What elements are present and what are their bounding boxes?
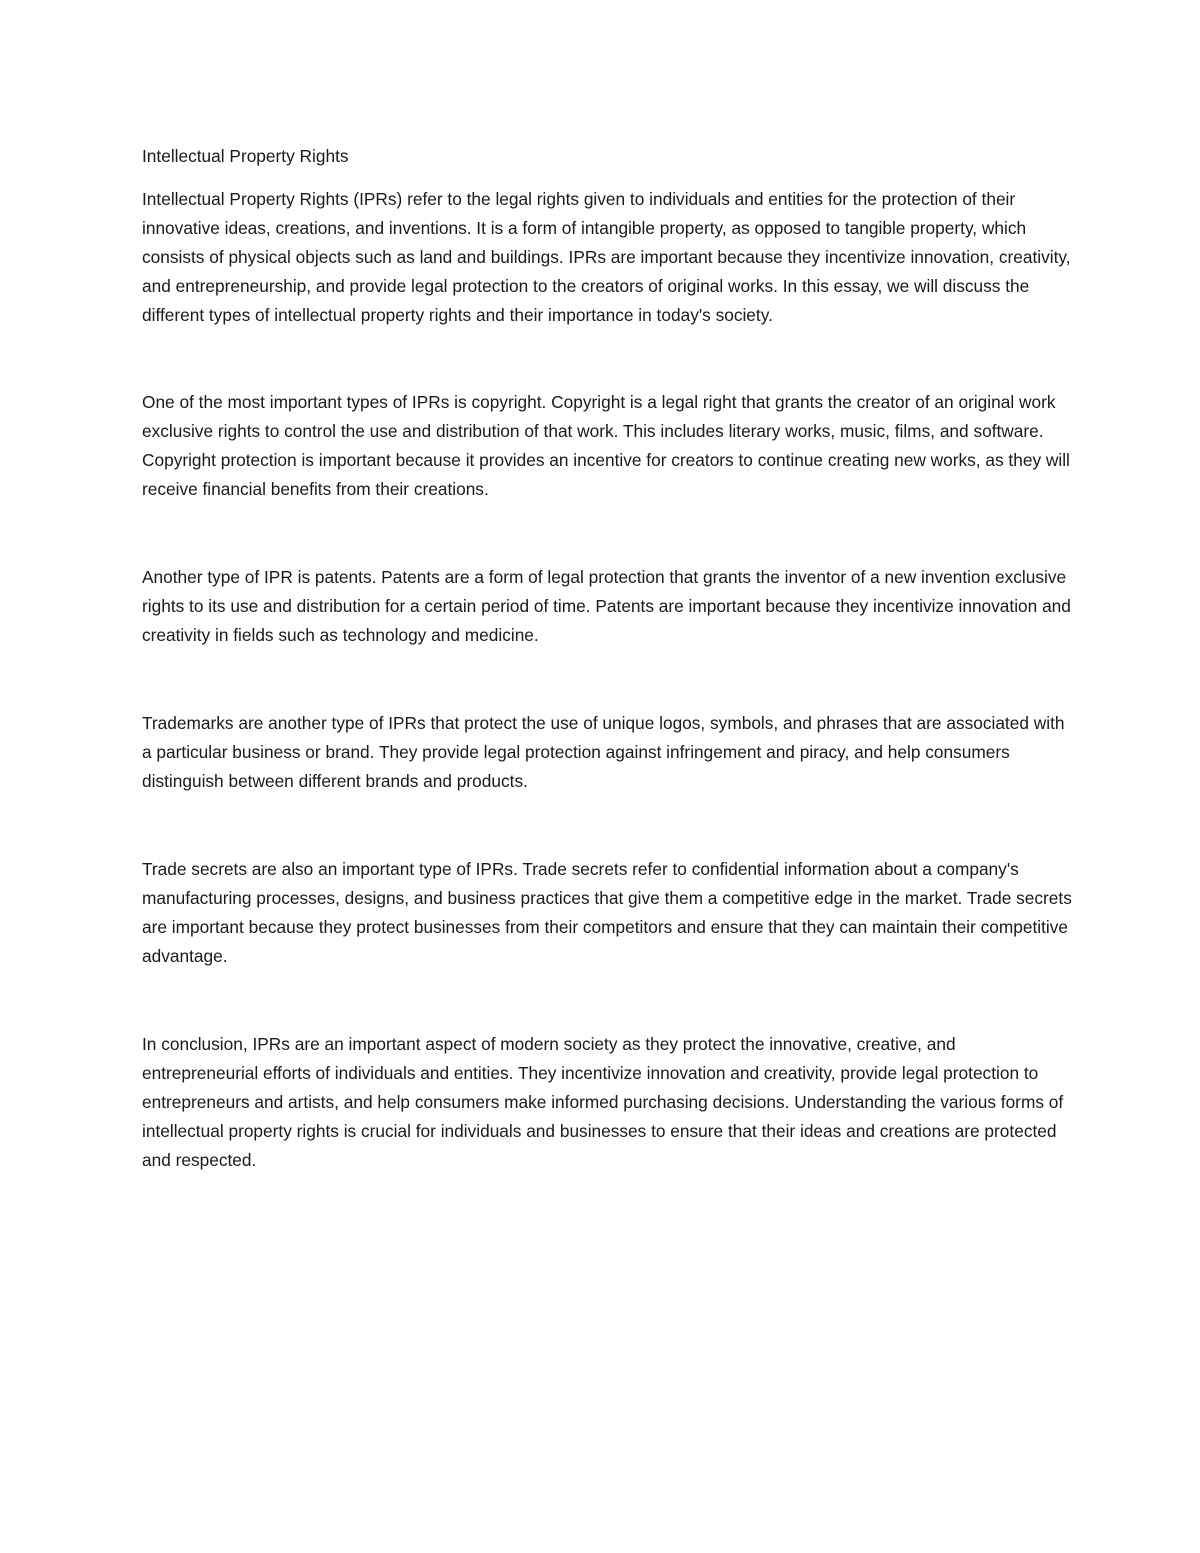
- paragraph-trade-secrets: Trade secrets are also an important type of IPRs. Trade secrets refer to confidential information about a company's manufacturing processes, designs, and business practices that give them a competitive edge in the market. Trade secrets are important because they protect businesses from their competitors and ensure that they can maintain their competitive advantage.: [142, 859, 1072, 966]
- paragraph-trademarks: Trademarks are another type of IPRs that protect the use of unique logos, symbols, and phrases that are associated with a particular business or brand. They provide legal protection against infringement and piracy, and help consumers distinguish between different brands and products.: [142, 713, 1065, 791]
- paragraph-introduction: Intellectual Property Rights (IPRs) refer to the legal rights given to individuals and entities for the protection of their innovative ideas, creations, and inventions. It is a form of intangible property, as opposed to tangible property, which consists of physical objects such as land and buildings. IPRs are important because they incentivize innovation, creativity, and entrepreneurship, and provide legal protection to the creators of original works. In this essay, we will discuss the different types of intellectual property rights and their importance in today's society.: [142, 189, 1071, 325]
- document-title: Intellectual Property Rights: [142, 146, 349, 166]
- document-body: [142, 142, 1072, 1175]
- paragraph-patents: Another type of IPR is patents. Patents are a form of legal protection that grants the inventor of a new invention exclusive rights to its use and distribution for a certain period of time. Patents are important because they incentivize innovation and creativity in fields such as technology and medicine.: [142, 567, 1071, 645]
- paragraph-copyright: One of the most important types of IPRs is copyright. Copyright is a legal right that grants the creator of an original work exclusive rights to control the use and distribution of that work. This includes literary works, music, films, and software. Copyright protection is important because it provides an incentive for creators to continue creating new works, as they will receive financial benefits from their creations.: [142, 392, 1070, 499]
- paragraph-conclusion: In conclusion, IPRs are an important aspect of modern society as they protect the innovative, creative, and entrepreneurial efforts of individuals and entities. They incentivize innovation and creativity, provide legal protection to entrepreneurs and artists, and help consumers make informed purchasing decisions. Understanding the various forms of intellectual property rights is crucial for individuals and businesses to ensure that their ideas and creations are protected and respected.: [142, 1034, 1064, 1170]
